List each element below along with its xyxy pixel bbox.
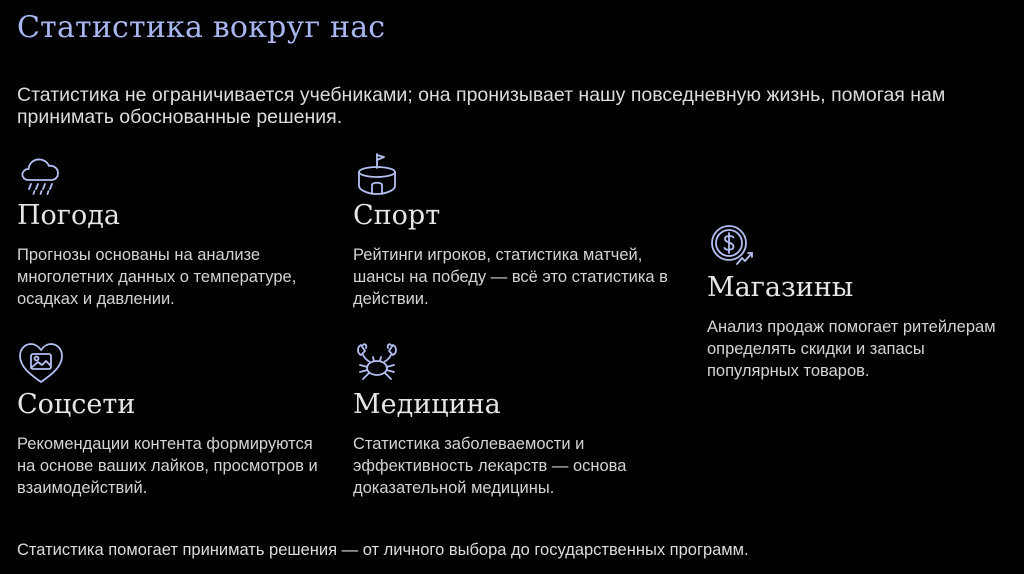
crab-icon [353,339,401,387]
stadium-flag-icon [353,150,401,198]
card-medicine [353,339,683,499]
card-sport [353,150,683,310]
card-text-sport: Рейтинги игроков, статистика матчей, шансы на победу — всё это статистика в действии. [353,246,668,308]
card-heading-medicine: Медицина [353,389,501,420]
card-heading-weather: Погода [17,200,120,231]
card-social [17,339,327,499]
card-text-medicine: Статистика заболеваемости и эффективность лекарств — основа доказательной медицины. [353,435,627,497]
card-text-shops: Анализ продаж помогает ритейлерам определять скидки и запасы популярных товаров. [707,318,996,380]
card-heading-social: Соцсети [17,389,136,420]
footer-text: Статистика помогает принимать решения — от личного выбора до государственных программ. [17,541,749,559]
card-text-social: Рекомендации контента формируются на основе ваших лайков, просмотров и взаимодействий. [17,435,318,497]
card-shops [707,222,1012,382]
card-text-weather: Прогнозы основаны на анализе многолетних данных о температуре, осадках и давлении. [17,246,297,308]
heart-photo-icon [17,339,65,387]
card-weather [17,150,327,310]
slide-title: Статистика вокруг нас [17,10,386,45]
dollar-growth-icon [707,222,755,270]
intro-paragraph: Статистика не ограничивается учебниками; она пронизывает нашу повседневную жизнь, помогая нам принимать обоснованные решения. [17,84,946,128]
card-heading-sport: Спорт [353,200,441,231]
card-heading-shops: Магазины [707,272,854,303]
cloud-rain-icon [17,150,65,198]
